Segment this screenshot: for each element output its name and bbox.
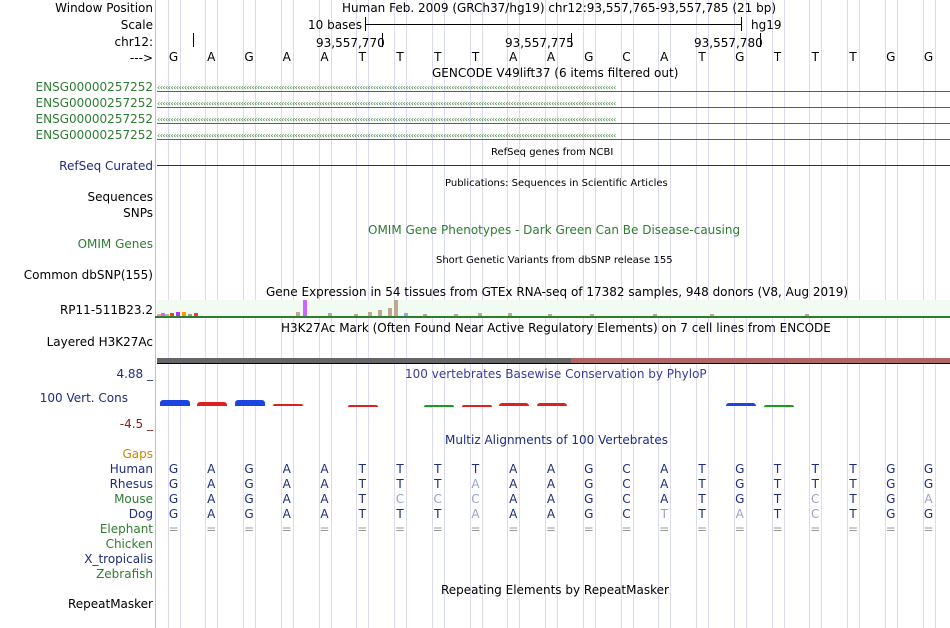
multiz-species-label[interactable]: Zebrafish bbox=[96, 567, 153, 581]
multiz-base: G bbox=[735, 477, 745, 491]
multiz-base: A bbox=[282, 492, 291, 506]
multiz-base: G bbox=[168, 492, 179, 506]
multiz-base: = bbox=[281, 522, 292, 536]
multiz-base: G bbox=[886, 477, 896, 491]
multiz-base: G bbox=[735, 492, 745, 506]
multiz-base: A bbox=[282, 462, 291, 476]
gencode-gene-feature[interactable]: ‹‹‹‹‹‹‹‹‹‹‹‹‹‹‹‹‹‹‹‹‹‹‹‹‹‹‹‹‹‹‹‹‹‹‹‹‹‹‹‹‹‹‹‹‹‹‹‹‹‹‹‹‹‹‹‹‹‹‹‹‹‹‹‹‹‹‹‹‹‹‹‹‹‹‹‹‹‹‹‹‹‹‹‹‹‹‹‹‹‹‹‹‹‹‹‹‹‹‹‹‹‹‹‹‹‹‹‹‹‹‹‹‹‹‹‹‹‹‹‹‹‹‹‹‹‹‹‹‹‹‹‹‹‹‹‹‹‹‹‹‹‹‹‹‹‹‹‹‹‹‹‹‹‹‹‹‹‹‹‹‹‹‹‹‹‹‹‹‹‹ bbox=[157, 132, 950, 140]
multiz-base: G bbox=[735, 462, 745, 476]
multiz-species-label[interactable]: Elephant bbox=[99, 522, 153, 536]
base-letter: A bbox=[282, 50, 291, 64]
base-letter: G bbox=[168, 50, 179, 64]
multiz-base: G bbox=[168, 477, 179, 491]
multiz-base: A bbox=[660, 492, 669, 506]
multiz-base: C bbox=[395, 492, 405, 506]
multiz-base: A bbox=[660, 462, 669, 476]
multiz-base: T bbox=[773, 492, 782, 506]
multiz-base: = bbox=[357, 522, 368, 536]
multiz-base: T bbox=[849, 477, 857, 491]
multiz-base: G bbox=[168, 507, 179, 521]
gaps-label: Gaps bbox=[122, 447, 153, 461]
multiz-base: C bbox=[622, 477, 631, 491]
multiz-base: A bbox=[207, 462, 216, 476]
conservation-max-label: 4.88 _ bbox=[116, 367, 153, 381]
multiz-base: = bbox=[508, 522, 519, 536]
multiz-base: A bbox=[546, 492, 556, 506]
multiz-base: A bbox=[320, 507, 329, 521]
base-letter: A bbox=[660, 50, 669, 64]
gencode-track-title: GENCODE V49lift37 (6 items filtered out) bbox=[432, 66, 679, 80]
ruler-tick bbox=[571, 33, 572, 47]
multiz-base: A bbox=[207, 507, 216, 521]
strand-arrow-label: ---> bbox=[129, 51, 153, 65]
multiz-base: T bbox=[358, 477, 366, 491]
base-letter: G bbox=[735, 50, 745, 64]
base-letter: T bbox=[773, 50, 782, 64]
conservation-base-glyph[interactable] bbox=[160, 400, 190, 406]
multiz-base: G bbox=[244, 462, 254, 476]
multiz-base: T bbox=[434, 507, 442, 521]
multiz-species-label[interactable]: Human bbox=[109, 462, 153, 476]
multiz-base: = bbox=[583, 522, 594, 536]
multiz-base: T bbox=[396, 507, 404, 521]
base-letter: G bbox=[886, 50, 896, 64]
ruler-tick bbox=[193, 33, 194, 47]
base-letter: T bbox=[811, 50, 819, 64]
scale-bar-right-tick bbox=[741, 17, 742, 31]
multiz-base: A bbox=[207, 477, 216, 491]
multiz-base: A bbox=[509, 507, 518, 521]
multiz-base: C bbox=[622, 492, 631, 506]
multiz-base: C bbox=[622, 507, 631, 521]
multiz-base: T bbox=[773, 477, 782, 491]
multiz-species-label[interactable]: Dog bbox=[128, 507, 153, 521]
multiz-base: G bbox=[886, 462, 896, 476]
multiz-base: A bbox=[660, 477, 669, 491]
base-letter: T bbox=[698, 50, 706, 64]
conservation-base-glyph[interactable] bbox=[537, 403, 567, 406]
multiz-base: A bbox=[282, 507, 291, 521]
multiz-base: G bbox=[584, 507, 594, 521]
ruler-position-1: 93,557,770 bbox=[316, 36, 385, 50]
ruler-tick bbox=[382, 33, 383, 47]
multiz-base: = bbox=[168, 522, 179, 536]
multiz-base: A bbox=[509, 462, 518, 476]
scale-assembly-label: hg19 bbox=[751, 18, 782, 32]
conservation-base-glyph[interactable] bbox=[462, 405, 492, 407]
repeatmasker-track-title: Repeating Elements by RepeatMasker bbox=[441, 583, 669, 597]
gencode-gene-feature[interactable]: ‹‹‹‹‹‹‹‹‹‹‹‹‹‹‹‹‹‹‹‹‹‹‹‹‹‹‹‹‹‹‹‹‹‹‹‹‹‹‹‹‹‹‹‹‹‹‹‹‹‹‹‹‹‹‹‹‹‹‹‹‹‹‹‹‹‹‹‹‹‹‹‹‹‹‹‹‹‹‹‹‹‹‹‹‹‹‹‹‹‹‹‹‹‹‹‹‹‹‹‹‹‹‹‹‹‹‹‹‹‹‹‹‹‹‹‹‹‹‹‹‹‹‹‹‹‹‹‹‹‹‹‹‹‹‹‹‹‹‹‹‹‹‹‹‹‹‹‹‹‹‹‹‹‹‹‹‹‹‹‹‹‹‹‹‹‹‹‹‹‹ bbox=[157, 116, 950, 124]
multiz-species-label[interactable]: Rhesus bbox=[109, 477, 153, 491]
gencode-item-label[interactable]: ENSG00000257252 bbox=[35, 112, 153, 126]
multiz-base: T bbox=[358, 507, 366, 521]
gtex-track-title: Gene Expression in 54 tissues from GTEx RNA-seq of 17382 samples, 948 donors (V8, Aug 2019) bbox=[266, 285, 849, 299]
multiz-base: T bbox=[773, 462, 782, 476]
conservation-base-glyph[interactable] bbox=[235, 400, 265, 406]
gtex-track-background bbox=[157, 300, 950, 316]
conservation-base-glyph[interactable] bbox=[424, 405, 454, 407]
conservation-base-glyph[interactable] bbox=[726, 403, 756, 406]
multiz-base: = bbox=[621, 522, 632, 536]
multiz-base: = bbox=[885, 522, 896, 536]
gencode-gene-feature[interactable]: ‹‹‹‹‹‹‹‹‹‹‹‹‹‹‹‹‹‹‹‹‹‹‹‹‹‹‹‹‹‹‹‹‹‹‹‹‹‹‹‹‹‹‹‹‹‹‹‹‹‹‹‹‹‹‹‹‹‹‹‹‹‹‹‹‹‹‹‹‹‹‹‹‹‹‹‹‹‹‹‹‹‹‹‹‹‹‹‹‹‹‹‹‹‹‹‹‹‹‹‹‹‹‹‹‹‹‹‹‹‹‹‹‹‹‹‹‹‹‹‹‹‹‹‹‹‹‹‹‹‹‹‹‹‹‹‹‹‹‹‹‹‹‹‹‹‹‹‹‹‹‹‹‹‹‹‹‹‹‹‹‹‹‹‹‹‹‹‹‹‹ bbox=[157, 84, 950, 92]
multiz-base: G bbox=[244, 492, 254, 506]
multiz-base: T bbox=[773, 507, 782, 521]
multiz-base: = bbox=[545, 522, 557, 536]
multiz-base: A bbox=[320, 477, 329, 491]
multiz-base: T bbox=[358, 492, 366, 506]
base-letter: A bbox=[546, 50, 556, 64]
gencode-item-label[interactable]: ENSG00000257252 bbox=[35, 128, 153, 142]
dbsnp-track-label[interactable]: Common dbSNP(155) bbox=[23, 268, 153, 282]
conservation-track-title: 100 vertebrates Basewise Conservation by PhyloP bbox=[405, 367, 707, 381]
multiz-base: T bbox=[849, 492, 857, 506]
multiz-base: T bbox=[698, 507, 706, 521]
multiz-base: G bbox=[584, 462, 594, 476]
multiz-base: T bbox=[811, 477, 819, 491]
h3k27ac-baseline bbox=[157, 363, 950, 364]
multiz-base: T bbox=[849, 507, 857, 521]
multiz-base: A bbox=[320, 462, 329, 476]
gtex-track-label[interactable]: RP11-511B23.2 bbox=[59, 303, 153, 317]
gencode-item-label[interactable]: ENSG00000257252 bbox=[35, 96, 153, 110]
base-letter: G bbox=[584, 50, 594, 64]
gencode-gene-feature[interactable]: ‹‹‹‹‹‹‹‹‹‹‹‹‹‹‹‹‹‹‹‹‹‹‹‹‹‹‹‹‹‹‹‹‹‹‹‹‹‹‹‹‹‹‹‹‹‹‹‹‹‹‹‹‹‹‹‹‹‹‹‹‹‹‹‹‹‹‹‹‹‹‹‹‹‹‹‹‹‹‹‹‹‹‹‹‹‹‹‹‹‹‹‹‹‹‹‹‹‹‹‹‹‹‹‹‹‹‹‹‹‹‹‹‹‹‹‹‹‹‹‹‹‹‹‹‹‹‹‹‹‹‹‹‹‹‹‹‹‹‹‹‹‹‹‹‹‹‹‹‹‹‹‹‹‹‹‹‹‹‹‹‹‹‹‹‹‹‹‹‹‹ bbox=[157, 100, 950, 108]
conservation-base-glyph[interactable] bbox=[273, 404, 303, 406]
multiz-base: T bbox=[698, 462, 706, 476]
conservation-track-label[interactable]: 100 Vert. Cons bbox=[39, 391, 128, 405]
multiz-base: = bbox=[734, 522, 745, 536]
multiz-species-label[interactable]: Chicken bbox=[105, 537, 153, 551]
multiz-base: T bbox=[698, 477, 706, 491]
multiz-base: G bbox=[584, 477, 594, 491]
gtex-tissue-bar[interactable] bbox=[394, 300, 398, 316]
multiz-base: T bbox=[660, 507, 668, 521]
conservation-base-glyph[interactable] bbox=[499, 403, 529, 406]
conservation-base-glyph[interactable] bbox=[197, 402, 227, 406]
omim-track-title: OMIM Gene Phenotypes - Dark Green Can Be Disease-causing bbox=[368, 223, 741, 237]
h3k27ac-track-title: H3K27Ac Mark (Often Found Near Active Regulatory Elements) on 7 cell lines from ENCODE bbox=[281, 321, 831, 335]
window-position-value[interactable]: Human Feb. 2009 (GRCh37/hg19) chr12:93,557,765-93,557,785 (21 bp) bbox=[342, 1, 777, 15]
multiz-species-label[interactable]: Mouse bbox=[114, 492, 153, 506]
conservation-min-label: -4.5 _ bbox=[119, 417, 153, 431]
multiz-base: = bbox=[470, 522, 481, 536]
base-letter: A bbox=[509, 50, 518, 64]
multiz-base: T bbox=[358, 462, 366, 476]
multiz-base: C bbox=[811, 507, 820, 521]
h3k27ac-track-label[interactable]: Layered H3K27Ac bbox=[46, 335, 153, 349]
multiz-base: G bbox=[923, 507, 934, 521]
multiz-base: G bbox=[923, 462, 934, 476]
multiz-base: G bbox=[584, 492, 594, 506]
multiz-base: A bbox=[207, 492, 216, 506]
gtex-tissue-bar[interactable] bbox=[388, 308, 392, 316]
base-letter: T bbox=[396, 50, 404, 64]
multiz-base: = bbox=[772, 522, 783, 536]
multiz-base: A bbox=[471, 507, 480, 521]
multiz-base: A bbox=[546, 477, 556, 491]
conservation-base-glyph[interactable] bbox=[348, 405, 378, 407]
base-letter: G bbox=[923, 50, 934, 64]
multiz-base: = bbox=[432, 522, 443, 536]
scale-label: Scale bbox=[120, 18, 153, 32]
multiz-base: G bbox=[886, 507, 896, 521]
scale-bases-label: 10 bases bbox=[308, 18, 362, 32]
refseq-gene-line[interactable] bbox=[157, 165, 950, 166]
multiz-base: = bbox=[659, 522, 670, 536]
multiz-species-label[interactable]: X_tropicalis bbox=[84, 552, 153, 566]
scale-bar-left-tick bbox=[365, 17, 366, 31]
multiz-base: = bbox=[319, 522, 330, 536]
multiz-base: = bbox=[923, 522, 934, 536]
multiz-base: G bbox=[244, 477, 254, 491]
multiz-base: = bbox=[206, 522, 217, 536]
multiz-base: T bbox=[811, 462, 819, 476]
multiz-base: T bbox=[396, 477, 404, 491]
multiz-base: A bbox=[546, 507, 556, 521]
multiz-base: T bbox=[434, 462, 442, 476]
multiz-base: G bbox=[244, 507, 254, 521]
base-letter: A bbox=[207, 50, 216, 64]
multiz-base: A bbox=[282, 477, 291, 491]
refseq-track-title: RefSeq genes from NCBI bbox=[491, 147, 614, 158]
multiz-base: A bbox=[509, 477, 518, 491]
scale-bar bbox=[365, 24, 741, 25]
base-letter: T bbox=[358, 50, 366, 64]
conservation-base-glyph[interactable] bbox=[764, 405, 794, 407]
refseq-track-label[interactable]: RefSeq Curated bbox=[59, 159, 153, 173]
base-letter: T bbox=[434, 50, 442, 64]
multiz-base: A bbox=[546, 462, 556, 476]
multiz-base: G bbox=[886, 492, 896, 506]
window-position-label: Window Position bbox=[55, 1, 153, 15]
base-letter: A bbox=[320, 50, 329, 64]
sequences-track-label[interactable]: Sequences bbox=[87, 190, 153, 204]
multiz-base: G bbox=[923, 477, 934, 491]
gencode-item-label[interactable]: ENSG00000257252 bbox=[35, 80, 153, 94]
multiz-base: T bbox=[434, 477, 442, 491]
multiz-base: = bbox=[243, 522, 255, 536]
multiz-base: A bbox=[471, 477, 480, 491]
multiz-base: T bbox=[698, 492, 706, 506]
omim-track-label[interactable]: OMIM Genes bbox=[77, 237, 153, 251]
dbsnp-track-title: Short Genetic Variants from dbSNP release 155 bbox=[436, 255, 673, 266]
multiz-base: A bbox=[924, 492, 933, 506]
base-letter: T bbox=[849, 50, 857, 64]
multiz-base: = bbox=[696, 522, 708, 536]
multiz-base: T bbox=[471, 462, 480, 476]
ruler-position-3: 93,557,780 bbox=[694, 36, 763, 50]
multiz-base: C bbox=[433, 492, 442, 506]
chrom-label: chr12: bbox=[114, 35, 153, 49]
multiz-track-title: Multiz Alignments of 100 Vertebrates bbox=[445, 433, 669, 447]
publications-track-title: Publications: Sequences in Scientific Articles bbox=[445, 178, 668, 189]
multiz-base: A bbox=[509, 492, 518, 506]
multiz-base: A bbox=[735, 507, 744, 521]
multiz-base: C bbox=[811, 492, 820, 506]
multiz-base: T bbox=[849, 462, 857, 476]
track-divider bbox=[155, 0, 156, 628]
base-letter: G bbox=[244, 50, 254, 64]
multiz-base: G bbox=[168, 462, 179, 476]
multiz-base: C bbox=[471, 492, 480, 506]
base-letter: C bbox=[622, 50, 631, 64]
repeatmasker-track-label[interactable]: RepeatMasker bbox=[67, 597, 153, 611]
ruler-position-2: 93,557,775 bbox=[505, 36, 574, 50]
ruler-tick bbox=[760, 33, 761, 47]
multiz-base: = bbox=[810, 522, 821, 536]
multiz-base: = bbox=[394, 522, 406, 536]
gtex-baseline bbox=[155, 316, 950, 318]
multiz-base: = bbox=[847, 522, 859, 536]
multiz-base: C bbox=[622, 462, 631, 476]
gtex-tissue-bar[interactable] bbox=[303, 300, 307, 316]
multiz-base: A bbox=[320, 492, 329, 506]
multiz-base: T bbox=[396, 462, 404, 476]
snps-track-label[interactable]: SNPs bbox=[123, 206, 153, 220]
base-letter: T bbox=[471, 50, 480, 64]
